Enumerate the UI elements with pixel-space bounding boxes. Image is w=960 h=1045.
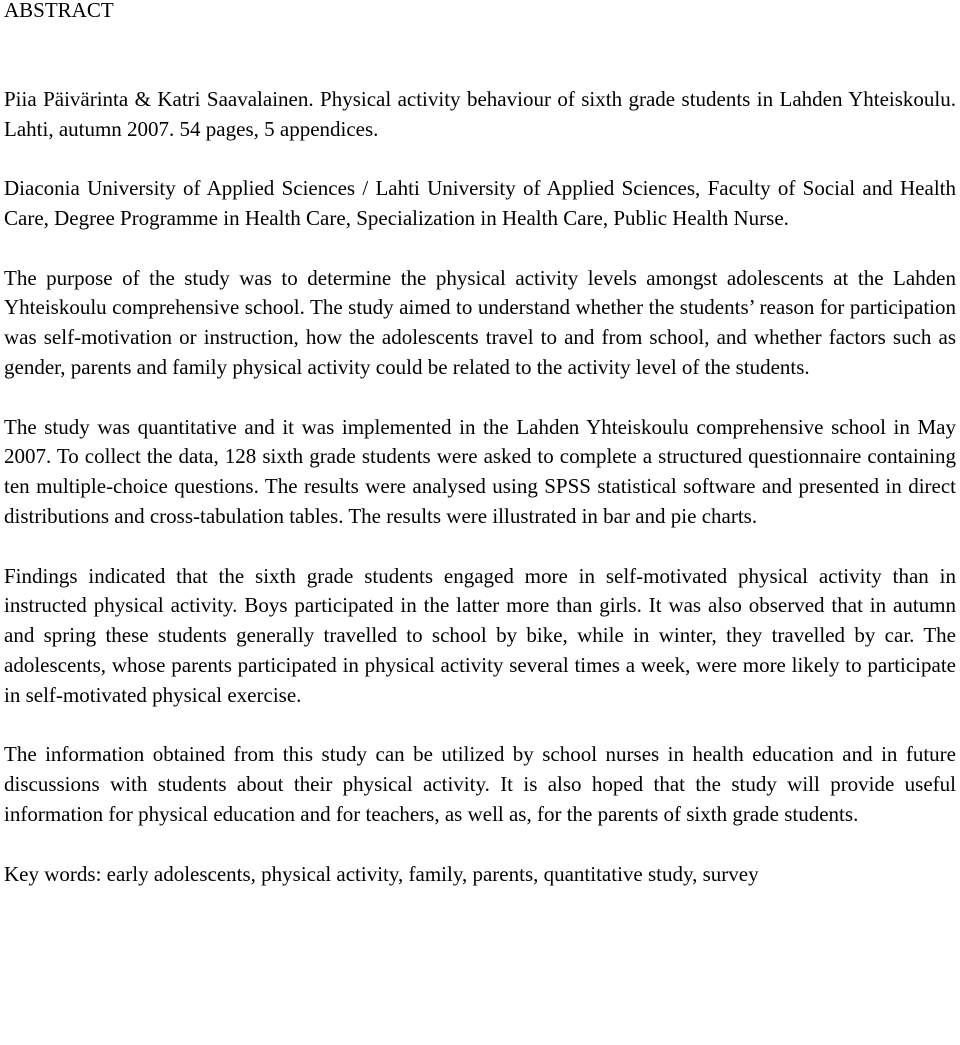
affiliation-paragraph: Diaconia University of Applied Sciences / Lahti University of Applied Sciences, Faculty of Social and Health Care, Degree Programme in Health Care, Specialization in Health Care, Public Health Nurse.: [4, 176, 956, 230]
conclusion-paragraph: The information obtained from this study can be utilized by school nurses in health education and in future discussions with students about their physical activity. It is also hoped that the study will provide useful information for physical education and for teachers, as well as, for the parents of sixth grade students.: [4, 742, 956, 826]
abstract-heading: ABSTRACT: [4, 0, 114, 22]
citation-paragraph: Piia Päivärinta & Katri Saavalainen. Physical activity behaviour of sixth grade students in Lahden Yhteiskoulu. Lahti, autumn 2007. 54 pages, 5 appendices.: [4, 86, 956, 141]
methods-paragraph: The study was quantitative and it was implemented in the Lahden Yhteiskoulu comprehensive school in May 2007. To collect the data, 128 sixth grade students were asked to complete a structured questionnaire containing ten multiple-choice questions. The results were analysed using SPSS statistical software and presented in direct distributions and cross-tabulation tables. The results were illustrated in bar and pie charts.: [4, 414, 956, 528]
findings-paragraph: Findings indicated that the sixth grade students engaged more in self-motivated physical activity than in instructed physical activity. Boys participated in the latter more than girls. It was also observed that in autumn and spring these students generally travelled to school by bike, while in winter, they travelled by car. The adolescents, whose parents participated in physical activity several times a week, were more likely to participate in self-motivated physical exercise.: [4, 563, 956, 707]
purpose-paragraph: The purpose of the study was to determine the physical activity levels amongst adolescents at the Lahden Yhteiskoulu comprehensive school. The study aimed to understand whether the students’ reason for participation was self-motivation or instruction, how the adolescents travel to and from school, and whether factors such as gender, parents and family physical activity could be related to the activity level of the students.: [4, 265, 956, 379]
keywords-line: Key words: early adolescents, physical activity, family, parents, quantitative study, survey: [4, 861, 759, 886]
document-page: [4, 0, 956, 889]
